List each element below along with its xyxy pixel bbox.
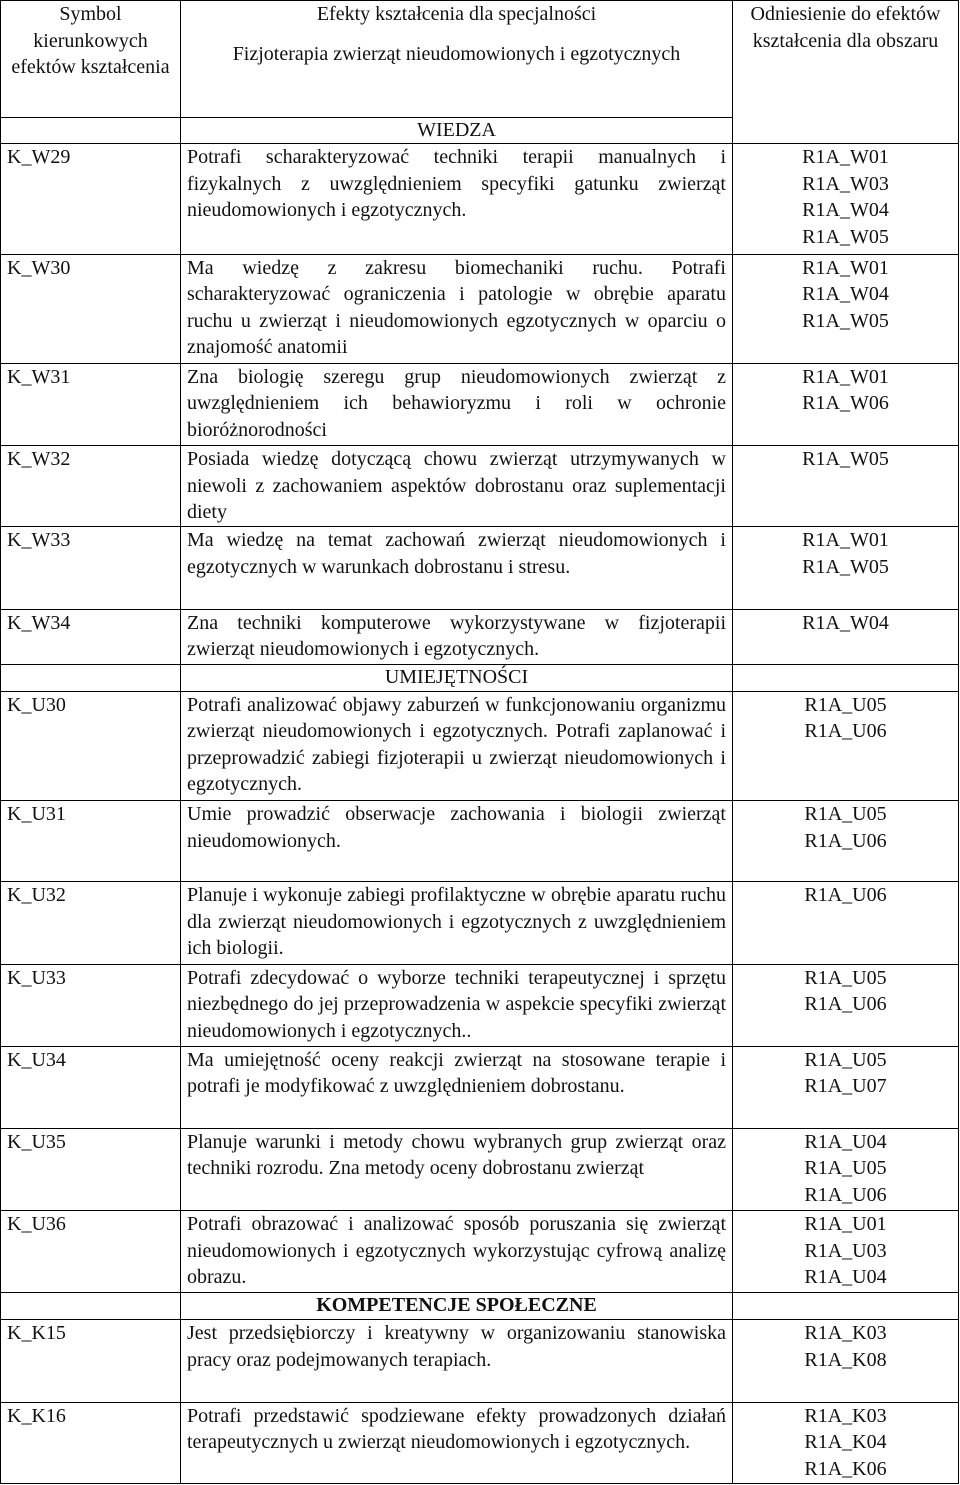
- reference-code: R1A_K03: [804, 1404, 887, 1427]
- table-row: [1, 144, 959, 254]
- row-references: [733, 882, 959, 964]
- reference-code: R1A_W01: [802, 146, 889, 169]
- reference-code: R1A_W04: [802, 283, 889, 306]
- reference-code: R1A_W06: [802, 392, 889, 415]
- reference-code: R1A_K08: [804, 1348, 887, 1371]
- row-symbol: K_W31: [1, 363, 181, 445]
- reference-code: R1A_U03: [804, 1239, 887, 1262]
- table-row: [1, 446, 959, 527]
- table-row: [1, 1046, 959, 1128]
- table-row: [1, 609, 959, 664]
- row-symbol: K_U32: [1, 882, 181, 964]
- row-symbol: K_W29: [1, 144, 181, 254]
- row-symbol: K_K15: [1, 1320, 181, 1402]
- reference-code: R1A_U05: [804, 693, 887, 716]
- reference-code: R1A_K06: [804, 1457, 887, 1480]
- row-symbol: K_U34: [1, 1046, 181, 1128]
- row-description: Potrafi obrazować i analizować sposób poruszania się zwierząt nieudomowionych i egzotycznych wykorzystując cyfrową analizę obrazu.: [181, 1211, 733, 1293]
- table-row: [1, 254, 959, 363]
- reference-code: R1A_U05: [804, 1048, 887, 1071]
- row-description: Umie prowadzić obserwacje zachowania i biologii zwierząt nieudomowionych.: [181, 801, 733, 882]
- reference-code: R1A_U06: [804, 1183, 887, 1206]
- row-symbol: K_K16: [1, 1402, 181, 1483]
- row-symbol: K_U35: [1, 1128, 181, 1210]
- row-symbol: K_U30: [1, 691, 181, 800]
- reference-code: R1A_U04: [804, 1266, 887, 1289]
- table-row: [1, 363, 959, 445]
- section-skills: UMIEJĘTNOŚCI: [181, 664, 733, 691]
- header-row: [1, 1, 959, 118]
- reference-code: R1A_W05: [802, 448, 889, 471]
- header-effects-title: Efekty kształcenia dla specjalności: [316, 3, 597, 25]
- row-references: [733, 363, 959, 445]
- reference-code: R1A_W01: [802, 256, 889, 279]
- row-references: [733, 1128, 959, 1210]
- reference-code: R1A_W05: [802, 225, 889, 248]
- row-references: [733, 144, 959, 254]
- reference-code: R1A_U05: [804, 966, 887, 989]
- section-row-competences: [1, 1293, 959, 1320]
- table-row: [1, 527, 959, 609]
- row-description: Jest przedsiębiorczy i kreatywny w organizowaniu stanowiska pracy oraz podejmowanych terapiach.: [181, 1320, 733, 1402]
- row-references: [733, 1046, 959, 1128]
- row-description: Potrafi przedstawić spodziewane efekty prowadzonych działań terapeutycznych u zwierząt nieudomowionych i egzotycznych.: [181, 1402, 733, 1483]
- row-symbol: K_W32: [1, 446, 181, 527]
- reference-code: R1A_U06: [804, 829, 887, 852]
- table-row: [1, 1320, 959, 1402]
- row-references: [733, 527, 959, 609]
- row-description: Zna techniki komputerowe wykorzystywane w fizjoterapii zwierząt nieudomowionych i egzotycznych.: [181, 609, 733, 664]
- row-description: Ma umiejętność oceny reakcji zwierząt na stosowane terapie i potrafi je modyfikować z uwzględnieniem dobrostanu.: [181, 1046, 733, 1128]
- reference-code: R1A_W03: [802, 172, 889, 195]
- reference-code: R1A_W04: [802, 611, 889, 634]
- row-references: [733, 801, 959, 882]
- header-reference: Odniesienie do efektów kształcenia dla obszaru: [733, 1, 959, 144]
- reference-code: R1A_W01: [802, 529, 889, 552]
- row-description: Potrafi zdecydować o wyborze techniki terapeutycznej i sprzętu niezbędnego do jej przeprowadzenia w aspekcie specyfiki zwierząt nieudomowionych i egzotycznych..: [181, 964, 733, 1046]
- reference-code: R1A_W01: [802, 365, 889, 388]
- section-knowledge: WIEDZA: [181, 118, 733, 144]
- row-references: [733, 446, 959, 527]
- row-symbol: K_W30: [1, 254, 181, 363]
- row-references: [733, 1211, 959, 1293]
- row-description: Planuje warunki i metody chowu wybranych grup zwierząt oraz techniki rozrodu. Zna metody oceny dobrostanu zwierząt: [181, 1128, 733, 1210]
- header-specialization: Fizjoterapia zwierząt nieudomowionych i egzotycznych: [232, 42, 681, 65]
- reference-code: R1A_U06: [804, 720, 887, 743]
- table-row: [1, 1128, 959, 1210]
- table-row: [1, 801, 959, 882]
- row-references: [733, 964, 959, 1046]
- row-symbol: K_U31: [1, 801, 181, 882]
- reference-code: R1A_W05: [802, 555, 889, 578]
- reference-code: R1A_U01: [804, 1213, 887, 1236]
- row-description: Potrafi scharakteryzować techniki terapii manualnych i fizykalnych z uwzględnieniem specyfiki gatunku zwierząt nieudomowionych i egzotycznych.: [181, 144, 733, 254]
- reference-code: R1A_U05: [804, 803, 887, 826]
- reference-code: R1A_U06: [804, 993, 887, 1016]
- row-description: Posiada wiedzę dotyczącą chowu zwierząt utrzymywanych w niewoli z zachowaniem aspektów dobrostanu oraz suplementacji diety: [181, 446, 733, 527]
- row-symbol: K_U33: [1, 964, 181, 1046]
- row-description: Ma wiedzę z zakresu biomechaniki ruchu. Potrafi scharakteryzować ograniczenia i patologie w obrębie aparatu ruchu u zwierząt i nieudomowionych egzotycznych w oparciu o znajomość anatomii: [181, 254, 733, 363]
- section-row-skills: [1, 664, 959, 691]
- table-row: [1, 691, 959, 800]
- table-row: [1, 882, 959, 964]
- row-references: [733, 609, 959, 664]
- row-description: Planuje i wykonuje zabiegi profilaktyczne w obrębie aparatu ruchu dla zwierząt nieudomowionych i egzotycznych z uwzględnieniem ich biologii.: [181, 882, 733, 964]
- row-references: [733, 1402, 959, 1483]
- reference-code: R1A_U05: [804, 1157, 887, 1180]
- reference-code: R1A_K04: [804, 1431, 887, 1454]
- table-row: [1, 1211, 959, 1293]
- row-description: Zna biologię szeregu grup nieudomowionych zwierząt z uwzględnieniem ich behawioryzmu i roli w ochronie bioróżnorodności: [181, 363, 733, 445]
- row-references: [733, 254, 959, 363]
- row-symbol: K_U36: [1, 1211, 181, 1293]
- header-effects: [181, 1, 733, 118]
- reference-code: R1A_U04: [804, 1130, 887, 1153]
- table-row: [1, 964, 959, 1046]
- row-references: [733, 1320, 959, 1402]
- reference-code: R1A_W05: [802, 309, 889, 332]
- section-social-competences: KOMPETENCJE SPOŁECZNE: [181, 1293, 733, 1320]
- reference-code: R1A_W04: [802, 199, 889, 222]
- header-symbol: Symbol kierunkowych efektów kształcenia: [1, 1, 181, 118]
- table-row: [1, 1402, 959, 1483]
- row-symbol: K_W34: [1, 609, 181, 664]
- reference-code: R1A_U07: [804, 1075, 887, 1098]
- row-description: Ma wiedzę na temat zachowań zwierząt nieudomowionych i egzotycznych w warunkach dobrostanu i stresu.: [181, 527, 733, 609]
- row-references: [733, 691, 959, 800]
- reference-code: R1A_K03: [804, 1322, 887, 1345]
- row-symbol: K_W33: [1, 527, 181, 609]
- row-description: Potrafi analizować objawy zaburzeń w funkcjonowaniu organizmu zwierząt nieudomowionych i egzotycznych. Potrafi zaplanować i przeprowadzić zabiegi fizjoterapii u zwierząt nieudomowionych i egzotycznych.: [181, 691, 733, 800]
- reference-code: R1A_U06: [804, 884, 887, 907]
